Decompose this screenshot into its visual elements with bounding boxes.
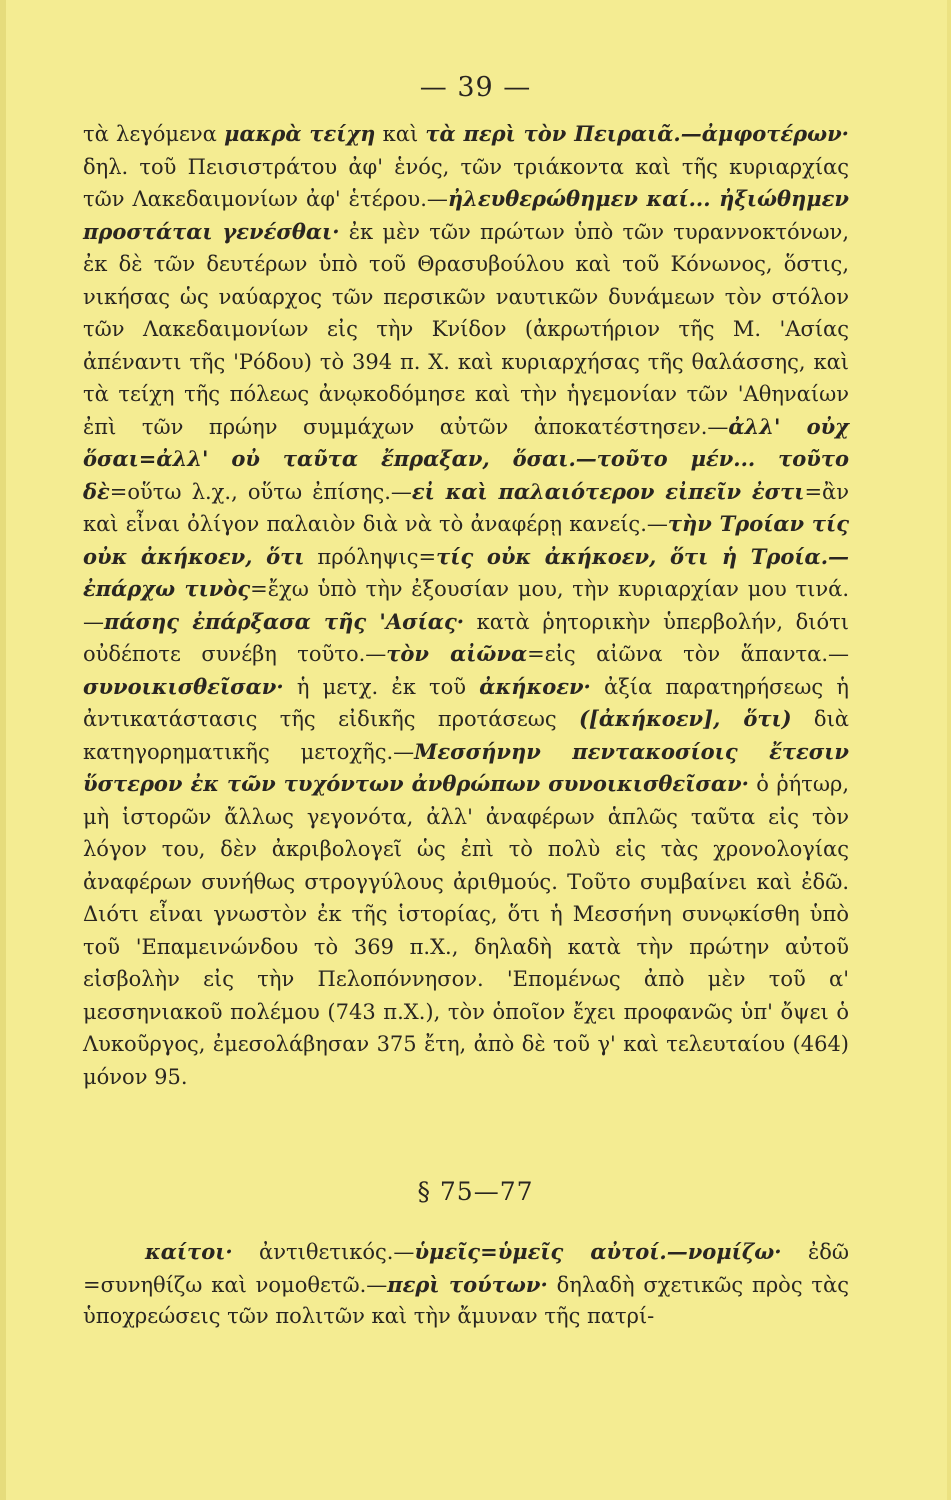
commentary-text: =ἔχω ὑπὸ τὴν ἐξουσίαν μου, τὴν κυριαρχίαν μου τινά.—: [83, 577, 849, 634]
lemma-text: τὰ περὶ τὸν Πειραιᾶ.—ἀμφοτέρων·: [425, 121, 849, 146]
lemma-text: ([ἀκήκοεν], ὅτι): [578, 706, 792, 731]
commentary-paragraph-1: [83, 118, 849, 1093]
lemma-text: συνοικισθεῖσαν·: [83, 673, 284, 699]
lemma-text: Μεσσήνην πεντακοσίοις ἔτεσιν ὕστερον ἐκ τῶν τυχόντων ἀνθρώπων συνοικισθεῖσαν·: [83, 738, 849, 796]
commentary-text: ἐκ μὲν τῶν πρώτων ὑπὸ τῶν τυραννοκτόνων, ἐκ δὲ τῶν δευτέρων ὑπὸ τοῦ Θρασυβούλου καὶ τοῦ Κόνωνος, ὅστις, νικήσας ὡς ναύαρχος τῶν περσικῶν ναυτικῶν δυνάμεων τὸν στόλον τῶν Λακεδαιμονίων εἰς τὴν Κνίδον (ἀκρωτήριον τῆς Μ. 'Ασίας ἀπέναντι τῆς 'Ρόδου) τὸ 394 π. Χ. καὶ κυριαρχήσας τῆς θαλάσσης, καὶ τὰ τείχη τῆς πόλεως ἀνῳκοδόμησε καὶ τὴν ἡγεμονίαν τῶν 'Αθηναίων ἐπὶ τῶν πρώην συμμάχων αὐτῶν ἀποκατέστησεν.—: [83, 219, 849, 439]
lemma-text: τὴν Τροίαν τίς οὐκ ἀκήκοεν, ὅτι: [83, 511, 849, 569]
commentary-text: τὰ λεγόμενα: [83, 122, 225, 146]
lemma-text: ἀλλ' οὐχ ὅσαι=ἀλλ' οὐ ταῦτα ἔπραξαν, ὅσαι.—τοῦτο μέν... τοῦτο δὲ: [83, 413, 849, 504]
commentary-text: =οὕτω λ.χ., οὕτω ἐπίσης.—: [109, 479, 412, 504]
lemma-text: ἠλευθερώθημεν καί... ἠξιώθημεν προστάται γενέσθαι·: [83, 186, 849, 244]
commentary-paragraph-2: [83, 1236, 849, 1333]
commentary-text: δηλ. τοῦ Πεισιστράτου ἀφ' ἑνός, τῶν τριάκοντα καὶ τῆς κυριαρχίας τῶν Λακεδαιμονίων ἀφ' ἑτέρου.—: [83, 154, 849, 211]
commentary-text: ἐδῶ =συνηθίζω καὶ νομοθετῶ.—: [83, 1240, 849, 1297]
lemma-text: τὸν αἰῶνα: [386, 641, 528, 666]
lemma-text: τίς οὐκ ἀκήκοεν, ὅτι ἡ Τροία.—ἐπάρχω τινὸς: [83, 543, 850, 601]
lemma-text: ἀκήκοεν·: [479, 673, 591, 699]
lemma-text: μακρὰ τείχη: [224, 121, 376, 146]
lemma-text: εἰ καὶ παλαιότερον εἰπεῖν ἐστι: [411, 478, 805, 504]
commentary-text: διὰ κατηγορηματικῆς μετοχῆς.—: [83, 707, 849, 764]
page-number: — 39 —: [419, 72, 532, 103]
paragraph-2: [83, 1236, 849, 1333]
commentary-text: =εἰς αἰῶνα τὸν ἅπαντα.—: [527, 642, 849, 666]
lemma-text: καίτοι·: [145, 1239, 233, 1264]
commentary-text: δηλαδὴ σχετικῶς πρὸς τὰς ὑποχρεώσεις τῶν πολιτῶν καὶ τὴν ἄμυναν τῆς πατρί-: [83, 1272, 849, 1328]
commentary-text: κατὰ ῥητορικὴν ὑπερβολήν, διότι οὐδέποτε συνέβη τοῦτο.—: [83, 609, 849, 666]
lemma-text: πάσης ἐπάρξασα τῆς 'Ασίας·: [104, 608, 465, 634]
commentary-text: =ἂν καὶ εἶναι ὀλίγον παλαιὸν διὰ νὰ τὸ ἀναφέρῃ κανείς.—: [83, 479, 849, 536]
paragraph-1: [83, 118, 849, 1093]
commentary-text: πρόληψις=: [304, 544, 437, 569]
lemma-text: περὶ τούτων·: [387, 1271, 548, 1297]
section-heading: § 75—77: [417, 1177, 534, 1206]
commentary-text: ὁ ῥήτωρ, μὴ ἱστορῶν ἄλλως γεγονότα, ἀλλ' ἀναφέρων ἁπλῶς ταῦτα εἰς τὸν λόγον του, δὲν ἀκριβολογεῖ ὡς ἐπὶ τὸ πολὺ εἰς τὰς χρονολογίας ἀναφέρων συνήθως στρογγύλους ἀριθμούς. Τοῦτο συμβαίνει καὶ ἐδῶ. Διότι εἶναι γνωστὸν ἐκ τῆς ἱστορίας, ὅτι ἡ Μεσσήνη συνῳκίσθη ὑπὸ τοῦ 'Επαμεινώνδου τὸ 369 π.Χ., δηλαδὴ κατὰ τὴν πρώτην αὐτοῦ εἰσβολὴν εἰς τὴν Πελοπόννησον. 'Επομένως ἀπὸ μὲν τοῦ α' μεσσηνιακοῦ πολέμου (743 π.Χ.), τὸν ὁποῖον ἔχει προφανῶς ὑπ' ὄψει ὁ Λυκοῦργος, ἐμεσολάβησαν 375 ἔτη, ἀπὸ δὲ τοῦ γ' καὶ τελευταίου (464) μόνον 95.: [83, 772, 850, 1089]
commentary-text: καὶ: [375, 122, 426, 146]
commentary-text: ἡ μετχ. ἐκ τοῦ: [283, 674, 480, 699]
lemma-text: ὑμεῖς=ὑμεῖς αὐτοί.—νομίζω·: [414, 1239, 782, 1264]
commentary-text: ἀντιθετικός.—: [232, 1240, 415, 1264]
commentary-text: ἀξία παρατηρήσεως ἡ ἀντικατάστασις τῆς εἰδικῆς προτάσεως: [83, 674, 849, 731]
